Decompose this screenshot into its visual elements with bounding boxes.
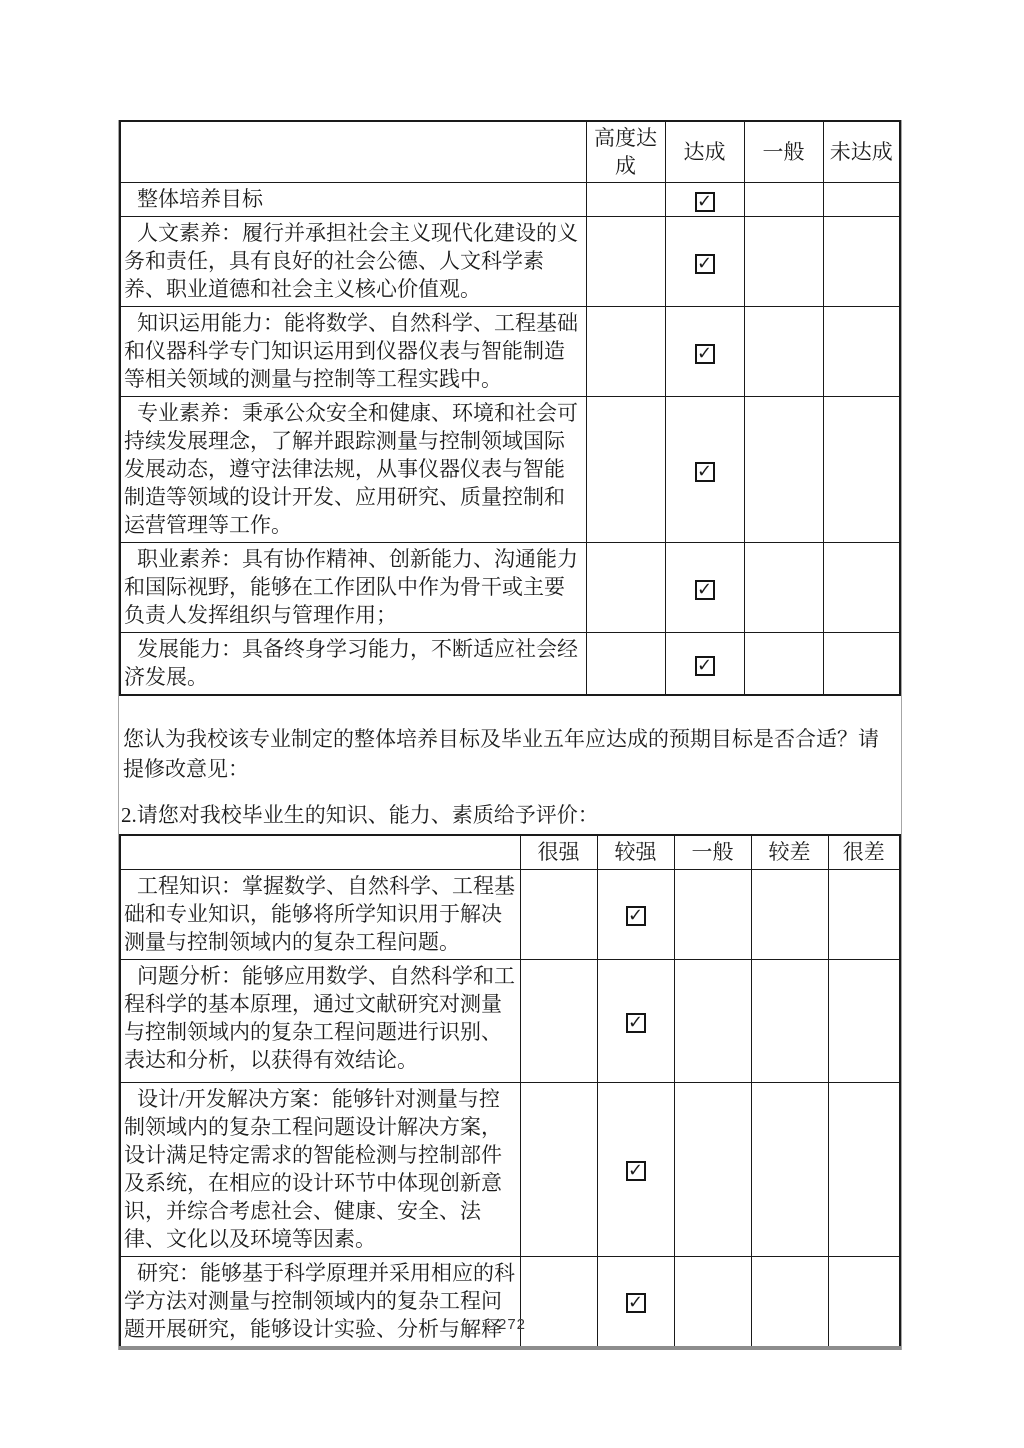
- row-label-cell: [120, 869, 520, 959]
- rating-cell[interactable]: [823, 217, 900, 307]
- row-label: 研究：能够基于科学原理并采用相应的科学方法对测量与控制领域内的复杂工程问题开展研究，能够设计实验、分析与解释: [124, 1260, 515, 1341]
- column-header: 很差: [828, 835, 900, 869]
- row-label: 发展能力：具备终身学习能力，不断适应社会经济发展。: [124, 637, 578, 689]
- checkbox[interactable]: [616, 192, 636, 212]
- rating-cell[interactable]: [586, 217, 665, 307]
- checkbox-checked[interactable]: ✓: [695, 580, 715, 600]
- rating-cell[interactable]: [586, 633, 665, 696]
- rating-cell[interactable]: [665, 397, 744, 543]
- rating-cell[interactable]: [823, 543, 900, 633]
- checkbox[interactable]: [703, 1293, 723, 1313]
- column-header: 一般: [674, 835, 751, 869]
- survey-frame: [118, 120, 902, 1350]
- column-header: 较强: [597, 835, 674, 869]
- rating-cell[interactable]: [744, 633, 823, 696]
- checkbox[interactable]: [549, 906, 569, 926]
- rating-cell[interactable]: [586, 397, 665, 543]
- rating-cell[interactable]: [744, 217, 823, 307]
- checkbox[interactable]: [774, 192, 794, 212]
- checkbox[interactable]: [780, 1293, 800, 1313]
- checkbox[interactable]: [780, 1161, 800, 1181]
- row-label-cell: [120, 397, 586, 543]
- rating-cell[interactable]: [828, 959, 900, 1082]
- checkbox[interactable]: [774, 580, 794, 600]
- rating-cell[interactable]: [823, 397, 900, 543]
- rating-cell[interactable]: [828, 1082, 900, 1256]
- rating-cell[interactable]: [520, 959, 597, 1082]
- checkbox[interactable]: [616, 462, 636, 482]
- row-label: 整体培养目标: [137, 187, 263, 211]
- graduate-evaluation-table: [119, 834, 901, 1350]
- page-number: 272: [497, 1316, 527, 1333]
- checkbox[interactable]: [851, 580, 871, 600]
- rating-cell[interactable]: [665, 183, 744, 217]
- rating-cell[interactable]: [597, 1256, 674, 1348]
- rating-cell[interactable]: [665, 217, 744, 307]
- row-label-cell: [120, 217, 586, 307]
- row-label-cell: [120, 543, 586, 633]
- rating-cell[interactable]: [665, 633, 744, 696]
- checkbox-checked[interactable]: ✓: [695, 192, 715, 212]
- table-header-row: [120, 121, 900, 183]
- checkbox[interactable]: [703, 1013, 723, 1033]
- rating-cell[interactable]: [520, 1082, 597, 1256]
- table-row: [120, 217, 900, 307]
- table-row: [120, 1082, 900, 1256]
- rating-cell[interactable]: [674, 1256, 751, 1348]
- row-label: 知识运用能力：能将数学、自然科学、工程基础和仪器科学专门知识运用到仪器仪表与智能制造等相关领域的测量与控制等工程实践中。: [124, 311, 578, 391]
- checkbox[interactable]: [549, 1161, 569, 1181]
- row-label-cell: [120, 959, 520, 1082]
- checkbox[interactable]: [703, 1161, 723, 1181]
- rating-cell[interactable]: [674, 959, 751, 1082]
- checkbox[interactable]: [774, 656, 794, 676]
- rating-cell[interactable]: [597, 959, 674, 1082]
- checkbox[interactable]: [616, 254, 636, 274]
- checkbox-checked[interactable]: ✓: [626, 906, 646, 926]
- table-row: [120, 959, 900, 1082]
- checkbox-checked[interactable]: ✓: [695, 344, 715, 364]
- checkbox-checked[interactable]: ✓: [695, 462, 715, 482]
- column-header: 达成: [665, 121, 744, 183]
- question-2-title: 2.请您对我校毕业生的知识、能力、素质给予评价：: [121, 803, 599, 827]
- checkbox[interactable]: [616, 344, 636, 364]
- column-header: 较差: [751, 835, 828, 869]
- table-row: [120, 307, 900, 397]
- checkbox[interactable]: [854, 1161, 874, 1181]
- rating-cell[interactable]: [597, 1082, 674, 1256]
- rating-cell[interactable]: [597, 869, 674, 959]
- row-label: 设计/开发解决方案：能够针对测量与控制领域内的复杂工程问题设计解决方案，设计满足特定需求的智能检测与控制部件及系统，在相应的设计环节中体现创新意识，并综合考虑社会、健康、安全、法律、文化以及环境等因素。: [124, 1086, 502, 1251]
- checkbox[interactable]: [854, 906, 874, 926]
- checkbox[interactable]: [616, 656, 636, 676]
- rating-cell[interactable]: [823, 183, 900, 217]
- checkbox-checked[interactable]: ✓: [626, 1293, 646, 1313]
- table-row: [120, 543, 900, 633]
- row-label-cell: [120, 633, 586, 696]
- column-header: 未达成: [823, 121, 900, 183]
- checkbox-checked[interactable]: ✓: [626, 1013, 646, 1033]
- row-label: 人文素养：履行并承担社会主义现代化建设的义务和责任，具有良好的社会公德、人文科学素养、职业道德和社会主义核心价值观。: [124, 221, 578, 301]
- rating-cell[interactable]: [674, 869, 751, 959]
- feedback-question: 您认为我校该专业制定的整体培养目标及毕业五年应达成的预期目标是否合适？请提修改意见：: [123, 727, 879, 781]
- checkbox-checked[interactable]: ✓: [695, 656, 715, 676]
- rating-cell[interactable]: [823, 633, 900, 696]
- rating-cell[interactable]: [586, 183, 665, 217]
- rating-cell[interactable]: [586, 543, 665, 633]
- row-label: 职业素养：具有协作精神、创新能力、沟通能力和国际视野，能够在工作团队中作为骨干或主要负责人发挥组织与管理作用；: [124, 547, 578, 627]
- row-label-cell: [120, 1082, 520, 1256]
- rating-cell[interactable]: [744, 307, 823, 397]
- checkbox[interactable]: [780, 1013, 800, 1033]
- checkbox[interactable]: [549, 1293, 569, 1313]
- rating-cell[interactable]: [744, 397, 823, 543]
- checkbox[interactable]: [780, 906, 800, 926]
- checkbox[interactable]: [703, 906, 723, 926]
- rating-cell[interactable]: [823, 307, 900, 397]
- table-row: [120, 869, 900, 959]
- checkbox[interactable]: [774, 462, 794, 482]
- table-header-row: [120, 835, 900, 869]
- rating-cell[interactable]: [520, 1256, 597, 1348]
- checkbox[interactable]: [851, 344, 871, 364]
- row-label-cell: [120, 307, 586, 397]
- row-label-cell: [120, 183, 586, 217]
- row-label-cell: [120, 1256, 520, 1348]
- checkbox[interactable]: [851, 192, 871, 212]
- checkbox[interactable]: [774, 254, 794, 274]
- row-label: 专业素养：秉承公众安全和健康、环境和社会可持续发展理念，了解并跟踪测量与控制领域国际发展动态，遵守法律法规，从事仪器仪表与智能制造等领域的设计开发、应用研究、质量控制和运营管理等工作。: [124, 401, 578, 537]
- checkbox-checked[interactable]: ✓: [695, 254, 715, 274]
- checkbox[interactable]: [774, 344, 794, 364]
- table-row: [120, 1256, 900, 1348]
- checkbox[interactable]: [854, 1013, 874, 1033]
- checkbox[interactable]: [549, 1013, 569, 1033]
- rating-cell[interactable]: [665, 543, 744, 633]
- rating-cell[interactable]: [674, 1082, 751, 1256]
- checkbox[interactable]: [854, 1293, 874, 1313]
- rating-cell[interactable]: [586, 307, 665, 397]
- corner-cell: [120, 835, 520, 869]
- checkbox[interactable]: [851, 656, 871, 676]
- rating-cell[interactable]: [520, 869, 597, 959]
- checkbox[interactable]: [851, 462, 871, 482]
- rating-cell[interactable]: [751, 1256, 828, 1348]
- row-label: 工程知识：掌握数学、自然科学、工程基础和专业知识，能够将所学知识用于解决测量与控制领域内的复杂工程问题。: [124, 873, 515, 954]
- rating-cell[interactable]: [828, 1256, 900, 1348]
- rating-cell[interactable]: [751, 1082, 828, 1256]
- goal-attainment-table: [119, 120, 901, 696]
- rating-cell[interactable]: [751, 959, 828, 1082]
- row-label: 问题分析：能够应用数学、自然科学和工程科学的基本原理，通过文献研究对测量与控制领域内的复杂工程问题进行识别、表达和分析，以获得有效结论。: [124, 963, 515, 1072]
- table-row: [120, 397, 900, 543]
- table-row: [120, 183, 900, 217]
- column-header: 一般: [744, 121, 823, 183]
- rating-cell[interactable]: [665, 307, 744, 397]
- checkbox-checked[interactable]: ✓: [626, 1161, 646, 1181]
- column-header: 很强: [520, 835, 597, 869]
- checkbox[interactable]: [851, 254, 871, 274]
- rating-cell[interactable]: [751, 869, 828, 959]
- rating-cell[interactable]: [744, 183, 823, 217]
- rating-cell[interactable]: [744, 543, 823, 633]
- checkbox[interactable]: [616, 580, 636, 600]
- column-header: 高度达成: [586, 121, 665, 183]
- rating-cell[interactable]: [828, 869, 900, 959]
- table-row: [120, 633, 900, 696]
- corner-cell: [120, 121, 586, 183]
